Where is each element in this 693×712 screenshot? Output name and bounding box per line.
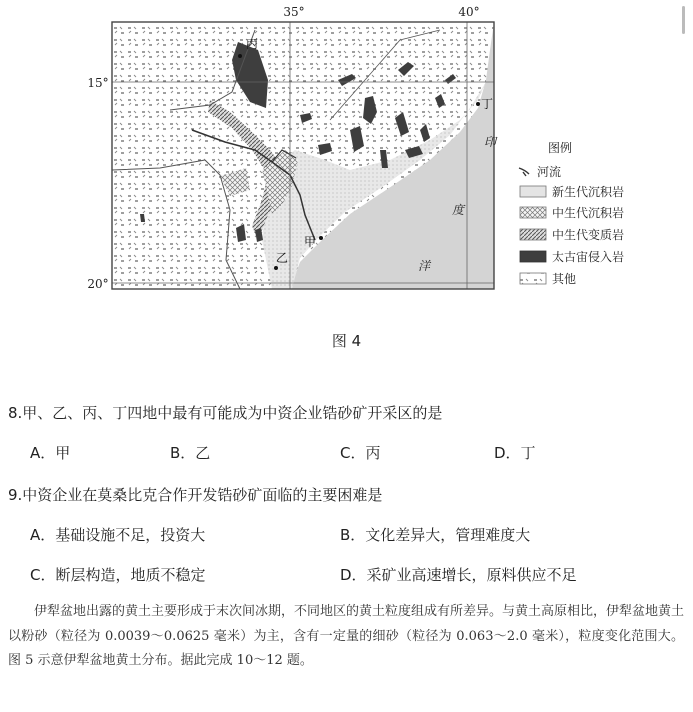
legend-label-mesozoic-meta: 中生代变质岩	[552, 228, 625, 242]
ocean-char-1: 印	[484, 135, 497, 149]
lat-label-20: 20°	[87, 277, 109, 291]
ocean-char-3: 洋	[418, 259, 431, 273]
q8-option-d: D．丁	[494, 444, 536, 462]
legend-swatch-river	[519, 168, 529, 176]
legend-swatch-cenozoic	[520, 186, 546, 197]
legend-label-river: 河流	[537, 165, 562, 179]
legend-swatch-other	[520, 273, 546, 284]
q8-option-b: B．乙	[170, 444, 211, 462]
geology-map	[0, 0, 693, 330]
legend-swatch-mesozoic-sed	[520, 207, 546, 218]
lon-label-35: 35°	[283, 5, 305, 19]
q8-option-c: C．丙	[340, 444, 381, 462]
place-label-bing: 丙	[246, 37, 259, 51]
legend-title: 图例	[548, 141, 573, 155]
lat-label-15: 15°	[87, 76, 109, 90]
passage-text: 伊犁盆地出露的黄土主要形成于末次间冰期，不同地区的黄土粒度组成有所差异。与黄土高原相比，伊犁盆地黄土以粉砂（粒径为 0.0039～0.0625 毫米）为主，含有一定量的细砂（粒径为 0.063～2.0 毫米），粒度变化范围大。图 5 示意伊犁盆地黄土分布。据此完成 10～12 题。	[8, 604, 685, 668]
place-label-yi: 乙	[276, 251, 289, 265]
lon-label-40: 40°	[458, 5, 480, 19]
geology-map-figure	[0, 0, 693, 330]
legend-swatch-mesozoic-meta	[520, 229, 546, 240]
figure-caption: 图 4	[331, 332, 362, 350]
scrollbar[interactable]	[671, 0, 693, 40]
question-9-stem: 9.中资企业在莫桑比克合作开发锆砂矿面临的主要困难是	[8, 486, 383, 504]
place-label-ding: 丁	[481, 97, 494, 111]
scrollbar-thumb[interactable]	[682, 6, 685, 34]
q8-option-a: A．甲	[30, 444, 71, 462]
place-label-jia: 甲	[304, 235, 317, 249]
q9-option-b: B．文化差异大，管理难度大	[340, 526, 531, 544]
q9-option-c: C．断层构造，地质不稳定	[30, 566, 206, 584]
map-legend	[519, 140, 624, 286]
legend-label-cenozoic: 新生代沉积岩	[552, 185, 625, 199]
q9-option-d: D．采矿业高速增长，原料供应不足	[340, 566, 577, 584]
legend-label-other: 其他	[552, 272, 577, 286]
question-8-stem: 8.甲、乙、丙、丁四地中最有可能成为中资企业锆砂矿开采区的是	[8, 404, 443, 422]
ocean-char-2: 度	[452, 203, 465, 217]
legend-swatch-archean	[520, 251, 546, 262]
passage-paragraph	[8, 600, 684, 674]
legend-label-mesozoic-sed: 中生代沉积岩	[552, 206, 625, 220]
legend-label-archean: 太古宙侵入岩	[552, 250, 625, 264]
q9-option-a: A．基础设施不足，投资大	[30, 526, 206, 544]
